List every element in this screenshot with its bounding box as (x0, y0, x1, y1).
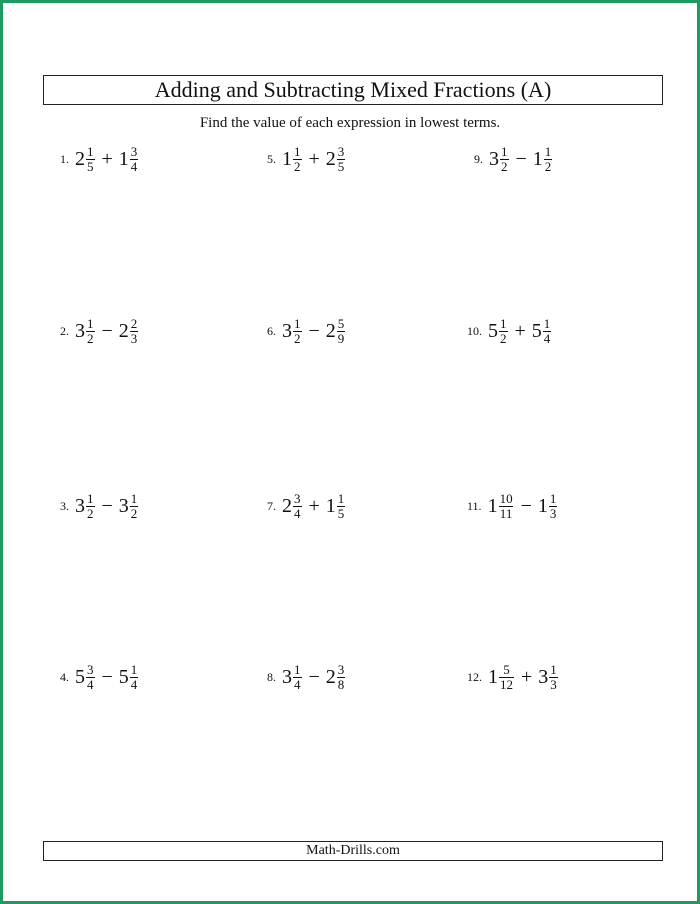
denominator: 4 (87, 676, 94, 692)
numerator: 3 (87, 661, 94, 677)
whole-a: 5 (488, 319, 498, 342)
operator: + (514, 319, 526, 342)
fraction-b (130, 145, 139, 173)
denominator: 2 (294, 330, 301, 346)
numerator: 3 (130, 143, 138, 159)
instructions: Find the value of each expression in lowest terms. (199, 115, 501, 131)
problem-4 (60, 657, 139, 697)
denominator: 2 (294, 158, 301, 174)
numerator: 3 (337, 661, 345, 677)
problem-7 (267, 486, 346, 526)
problem-3 (60, 486, 139, 526)
operator: − (308, 319, 320, 342)
operator: − (101, 665, 113, 688)
problem-number: 11. (467, 498, 482, 513)
whole-a: 1 (488, 665, 498, 688)
problem-number: 12. (467, 669, 482, 684)
numerator: 1 (550, 661, 557, 677)
numerator: 1 (543, 315, 551, 331)
problem-2 (60, 311, 139, 351)
denominator: 5 (337, 158, 345, 174)
whole-b: 2 (325, 319, 336, 342)
numerator: 1 (130, 490, 138, 506)
fraction-b (549, 492, 558, 520)
numerator: 1 (87, 315, 94, 331)
denominator: 3 (549, 505, 557, 521)
operator: + (521, 665, 533, 688)
fraction-a (86, 492, 95, 520)
problem-number: 6. (267, 323, 276, 338)
whole-b: 2 (325, 147, 336, 170)
whole-b: 1 (325, 494, 336, 517)
denominator: 5 (87, 158, 94, 174)
numerator: 10 (499, 490, 513, 506)
problem-10 (467, 311, 552, 351)
fraction-a (293, 145, 302, 173)
whole-a: 3 (282, 319, 292, 342)
operator: + (308, 147, 320, 170)
problem-8 (267, 657, 346, 697)
denominator: 12 (500, 676, 513, 692)
problem-number: 8. (267, 669, 276, 684)
fraction-a (499, 663, 514, 691)
fraction-a (86, 145, 95, 173)
denominator: 4 (130, 676, 138, 692)
numerator: 5 (503, 661, 510, 677)
problem-11 (467, 486, 558, 526)
denominator: 2 (87, 330, 94, 346)
problem-number: 10. (467, 323, 482, 338)
denominator: 4 (294, 676, 301, 692)
fraction-b (549, 663, 558, 691)
whole-b: 1 (118, 147, 129, 170)
whole-a: 3 (75, 494, 85, 517)
whole-b: 2 (118, 319, 129, 342)
denominator: 4 (294, 505, 301, 521)
fraction-b (130, 663, 139, 691)
denominator: 3 (550, 676, 557, 692)
operator: − (101, 319, 113, 342)
problem-number: 5. (267, 151, 276, 166)
whole-a: 5 (75, 665, 85, 688)
whole-a: 3 (75, 319, 85, 342)
numerator: 3 (294, 490, 301, 506)
worksheet-title: Adding and Subtracting Mixed Fractions (A) (43, 75, 663, 105)
numerator: 1 (544, 143, 552, 159)
operator: + (308, 494, 320, 517)
fraction-a (500, 145, 509, 173)
operator: + (101, 147, 113, 170)
whole-b: 2 (325, 665, 336, 688)
numerator: 3 (337, 143, 345, 159)
fraction-b (337, 492, 346, 520)
problem-1 (60, 139, 139, 179)
operator: − (515, 147, 527, 170)
numerator: 1 (337, 490, 345, 506)
problem-number: 1. (60, 151, 69, 166)
whole-b: 5 (531, 319, 542, 342)
problem-number: 9. (474, 151, 483, 166)
denominator: 8 (337, 676, 345, 692)
fraction-b (130, 317, 139, 345)
whole-a: 2 (282, 494, 292, 517)
operator: − (308, 665, 320, 688)
denominator: 2 (544, 158, 552, 174)
numerator: 1 (130, 661, 138, 677)
problem-9 (474, 139, 553, 179)
fraction-b (337, 663, 346, 691)
numerator: 1 (87, 490, 94, 506)
whole-b: 1 (532, 147, 543, 170)
whole-b: 3 (118, 494, 129, 517)
whole-a: 3 (489, 147, 499, 170)
fraction-a (293, 663, 302, 691)
fraction-a (499, 492, 514, 520)
fraction-a (293, 317, 302, 345)
denominator: 4 (543, 330, 551, 346)
denominator: 2 (130, 505, 138, 521)
numerator: 1 (87, 143, 94, 159)
whole-a: 2 (75, 147, 85, 170)
whole-a: 1 (487, 494, 498, 517)
fraction-a (499, 317, 508, 345)
problem-number: 7. (267, 498, 276, 513)
operator: − (101, 494, 113, 517)
fraction-a (86, 663, 95, 691)
fraction-a (293, 492, 302, 520)
numerator: 1 (549, 490, 557, 506)
whole-b: 1 (537, 494, 548, 517)
denominator: 3 (130, 330, 138, 346)
numerator: 5 (337, 315, 345, 331)
numerator: 1 (501, 143, 508, 159)
fraction-b (337, 145, 346, 173)
numerator: 1 (294, 143, 301, 159)
problem-number: 4. (60, 669, 69, 684)
whole-b: 3 (538, 665, 549, 688)
numerator: 2 (130, 315, 138, 331)
fraction-b (130, 492, 139, 520)
denominator: 9 (337, 330, 345, 346)
problem-6 (267, 311, 346, 351)
denominator: 4 (130, 158, 138, 174)
problem-12 (467, 657, 559, 697)
denominator: 2 (87, 505, 94, 521)
numerator: 1 (500, 315, 507, 331)
whole-a: 1 (282, 147, 292, 170)
denominator: 2 (500, 330, 507, 346)
problem-5 (267, 139, 346, 179)
fraction-b (544, 145, 553, 173)
fraction-b (337, 317, 346, 345)
denominator: 5 (337, 505, 345, 521)
whole-b: 5 (118, 665, 129, 688)
denominator: 11 (499, 505, 513, 521)
operator: − (520, 494, 532, 517)
numerator: 1 (294, 315, 301, 331)
footer-source: Math-Drills.com (43, 841, 663, 861)
problem-number: 2. (60, 323, 69, 338)
numerator: 1 (294, 661, 301, 677)
fraction-a (86, 317, 95, 345)
denominator: 2 (501, 158, 508, 174)
problem-number: 3. (60, 498, 69, 513)
fraction-b (543, 317, 552, 345)
whole-a: 3 (282, 665, 292, 688)
